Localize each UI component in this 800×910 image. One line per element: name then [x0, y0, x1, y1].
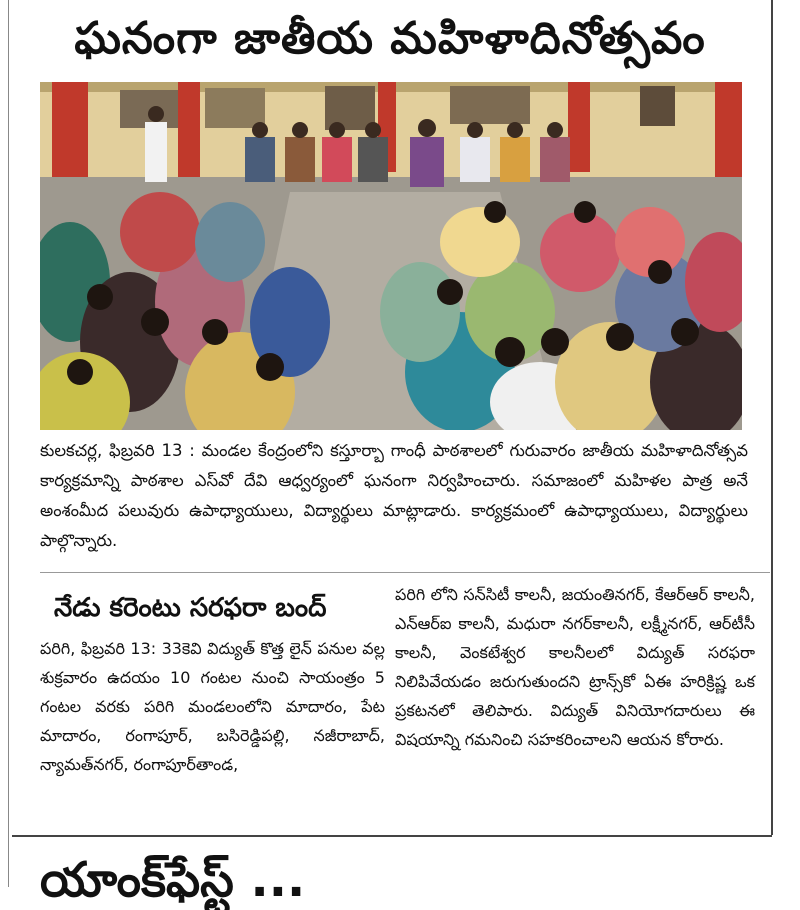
section-divider-bottom — [12, 835, 772, 837]
article-body-part1: పరిగి, ఫిబ్రవరి 13: 33కెవి విద్యుత్ కొత్త లైన్ పనుల వల్ల శుక్రవారం ఉదయం 10 గంటల నుంచి సాయంత్రం 5 గంటల వరకు పరిగి మండలంలోని మాదారం, పేట మాదారం, రంగాపూర్, బసిరెడ్డిపల్లి, నజీరాబాద్, న్యామత్‌నగర్, రంగాపూర్‌తాండ, — [40, 639, 385, 774]
article-subheadline: నేడు కరెంటు సరఫరా బంద్ — [54, 593, 327, 623]
article-column-left — [40, 580, 385, 779]
article-headline: ఘనంగా జాతీయ మహిళాదినోత్సవం — [74, 13, 706, 64]
column-rule-left — [8, 0, 9, 887]
article-column-right — [395, 580, 755, 754]
event-photo — [40, 82, 742, 430]
photo-caption: కులకచర్ల, ఫిబ్రవరి 13 : మండల కేంద్రంలోని కస్తూర్బా గాంధీ పాఠశాలలో గురువారం జాతీయ మహిళాదినోత్సవ కార్యక్రమాన్ని పాఠశాల ఎస్‌వో దేవి ఆధ్వర్యంలో ఘనంగా నిర్వహించారు. సమాజంలో మహిళల పాత్ర అనే అంశంమీద పలువురు ఉపాధ్యాయులు, విద్యార్థులు మాట్లాడారు. కార్యక్రమంలో ఉపాధ్యాయులు, విద్యార్థులు పాల్గొన్నారు. — [40, 441, 748, 550]
column-rule-right — [771, 0, 773, 835]
article-body-part2: పరిగి లోని సన్‌సిటీ కాలనీ, జయంతినగర్, కేఆర్‌ఆర్ కాలనీ, ఎన్‌ఆర్‌ఐ కాలనీ, మధురా నగర్‌కాలనీ, లక్ష్మీనగర్, ఆర్‌టీసీ కాలనీ, వెంకటేశ్వర కాలనీలలో విద్యుత్ సరఫరా నిలిపివేయడం జరుగుతుందని ట్రాన్స్‌కో ఏఈ హరిక్రిష్ణ ఒక ప్రకటనలో తెలిపారు. విద్యుత్ వినియోగదారులు ఈ విషయాన్ని గమనించి సహకరించాలని ఆయన కోరారు. — [395, 585, 755, 749]
section-divider — [40, 572, 770, 573]
next-article-headline: యాంక్‌ఫేస్ట్ ... — [40, 852, 306, 908]
